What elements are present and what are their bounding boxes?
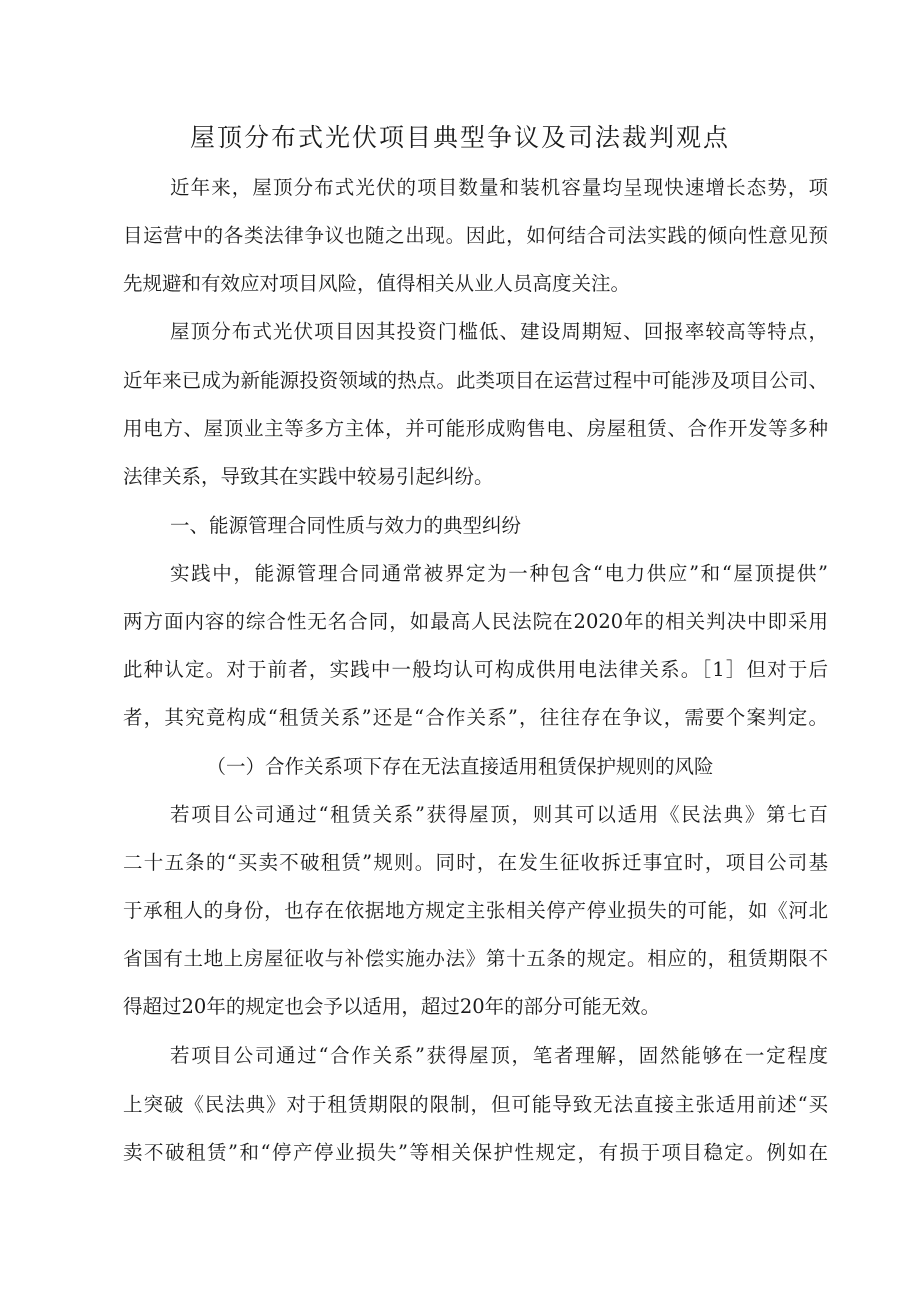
paragraph-line: 先规避和有效应对项目风险，值得相关从业人员高度关注。 <box>123 272 631 295</box>
paragraph-line: 目运营中的各类法律争议也随之出现。因此，如何结合司法实践的倾向性意见预 <box>123 224 828 247</box>
paragraph-line: 于承租人的身份，也存在依据地方规定主张相关停产停业损失的可能，如《河北 <box>123 899 828 922</box>
paragraph-line: 此种认定。对于前者，实践中一般均认可构成供用电法律关系。［1］但对于后 <box>123 658 828 681</box>
paragraph-line: 近年来，屋顶分布式光伏的项目数量和装机容量均呈现快速增长态势，项 <box>170 176 828 199</box>
paragraph-line: 若项目公司通过“租赁关系”获得屋顶，则其可以适用《民法典》第七百 <box>170 803 828 826</box>
subsection-heading: （一）合作关系项下存在无法直接适用租赁保护规则的风险 <box>206 755 714 778</box>
paragraph-line: 卖不破租赁”和“停产停业损失”等相关保护性规定，有损于项目稳定。例如在 <box>123 1141 828 1164</box>
paragraph-line: 省国有土地上房屋征收与补偿实施办法》第十五条的规定。相应的，租赁期限不 <box>123 947 828 970</box>
paragraph-line: 者，其究竟构成“租赁关系”还是“合作关系”，往往存在争议，需要个案判定。 <box>123 706 828 729</box>
paragraph-line: 屋顶分布式光伏项目因其投资门槛低、建设周期短、回报率较高等特点， <box>170 320 828 343</box>
paragraph-line: 近年来已成为新能源投资领域的热点。此类项目在运营过程中可能涉及项目公司、 <box>123 369 828 392</box>
paragraph-line: 实践中，能源管理合同通常被界定为一种包含“电力供应”和“屋顶提供” <box>170 562 828 585</box>
document-title: 屋顶分布式光伏项目典型争议及司法裁判观点 <box>189 123 730 152</box>
paragraph-line: 法律关系，导致其在实践中较易引起纠纷。 <box>123 465 494 488</box>
paragraph-line: 若项目公司通过“合作关系”获得屋顶，笔者理解，固然能够在一定程度 <box>170 1044 828 1067</box>
paragraph-line: 上突破《民法典》对于租赁期限的限制，但可能导致无法直接主张适用前述“买 <box>123 1093 828 1116</box>
paragraph-line: 二十五条的“买卖不破租赁”规则。同时，在发生征收拆迁事宜时，项目公司基 <box>123 851 828 874</box>
section-heading: 一、能源管理合同性质与效力的典型纠纷 <box>170 514 522 537</box>
paragraph-line: 用电方、屋顶业主等多方主体，并可能形成购售电、房屋租赁、合作开发等多种 <box>123 417 828 440</box>
paragraph-line: 两方面内容的综合性无名合同，如最高人民法院在2020年的相关判决中即采用 <box>123 610 828 633</box>
paragraph-line: 得超过20年的规定也会予以适用，超过20年的部分可能无效。 <box>123 995 661 1018</box>
